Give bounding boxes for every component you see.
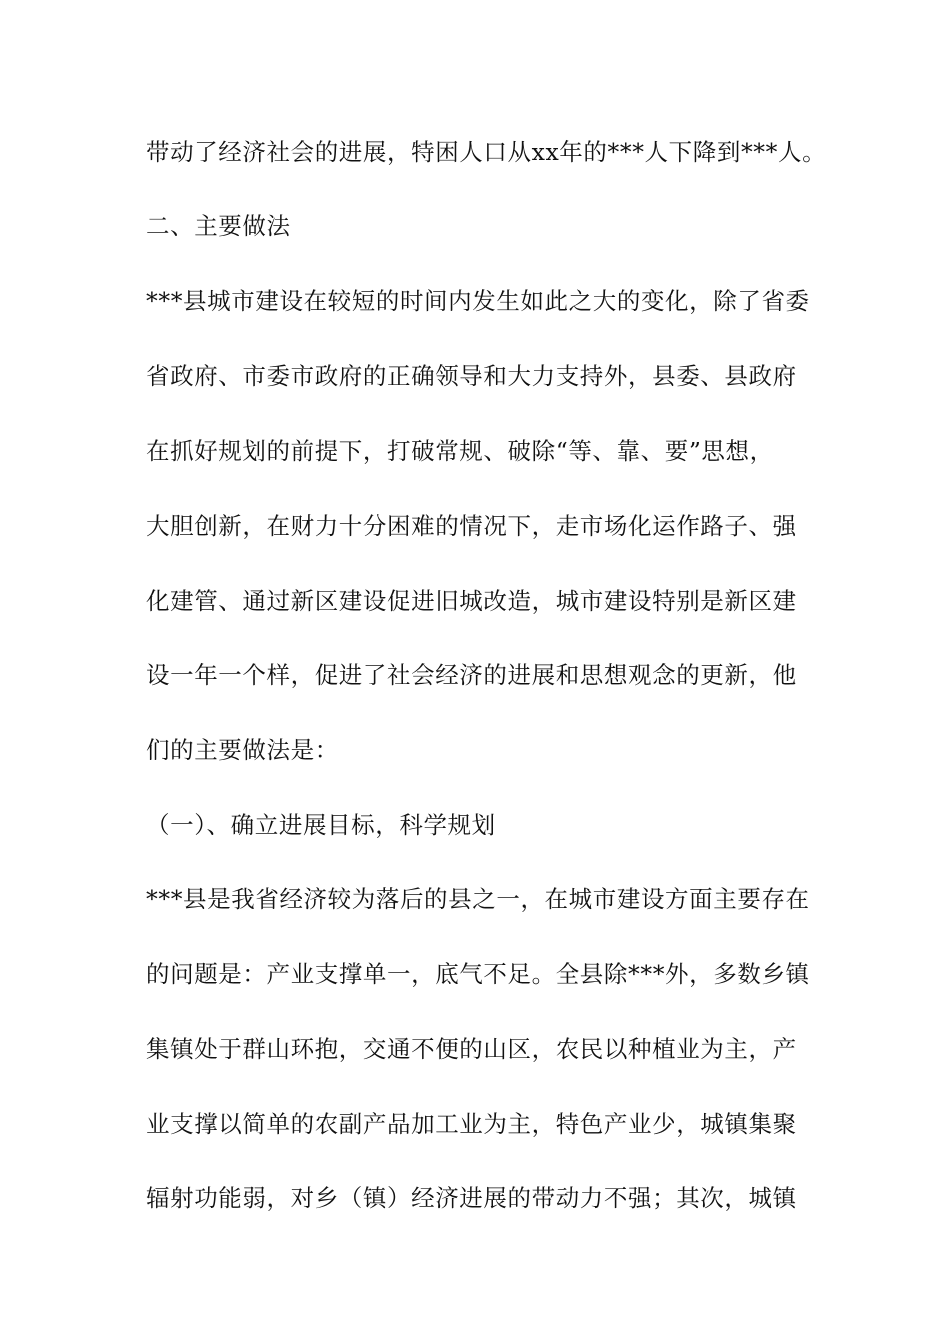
- text-line-7: 化建管、通过新区建设促进旧城改造，城市建设特别是新区建: [146, 587, 797, 615]
- text-line-14: 业支撑以简单的农副产品加工业为主，特色产业少，城镇集聚: [146, 1110, 797, 1138]
- subsection-heading-1: （一）、确立进展目标，科学规划: [146, 811, 496, 839]
- text-line-5: 在抓好规划的前提下，打破常规、破除“等、靠、要”思想，: [146, 437, 774, 465]
- text-line-15: 辐射功能弱，对乡（镇）经济进展的带动力不强；其次，城镇: [146, 1184, 797, 1212]
- text-line-6: 大胆创新，在财力十分困难的情况下，走市场化运作路子、强: [146, 512, 797, 540]
- text-line-1: 带动了经济社会的进展，特困人口从xx年的***人下降到***人。: [146, 138, 827, 166]
- text-line-9: 们的主要做法是：: [146, 736, 339, 764]
- text-line-4: 省政府、市委市政府的正确领导和大力支持外，县委、县政府: [146, 362, 797, 390]
- text-line-12: 的问题是：产业支撑单一，底气不足。全县除***外，多数乡镇: [146, 960, 810, 988]
- text-line-8: 设一年一个样，促进了社会经济的进展和思想观念的更新，他: [146, 661, 797, 689]
- section-heading-main-practices: 二、主要做法: [146, 212, 291, 240]
- text-line-3: ***县城市建设在较短的时间内发生如此之大的变化，除了省委: [146, 287, 810, 315]
- text-line-11: ***县是我省经济较为落后的县之一，在城市建设方面主要存在: [146, 885, 810, 913]
- text-line-13: 集镇处于群山环抱，交通不便的山区，农民以种植业为主，产: [146, 1035, 797, 1063]
